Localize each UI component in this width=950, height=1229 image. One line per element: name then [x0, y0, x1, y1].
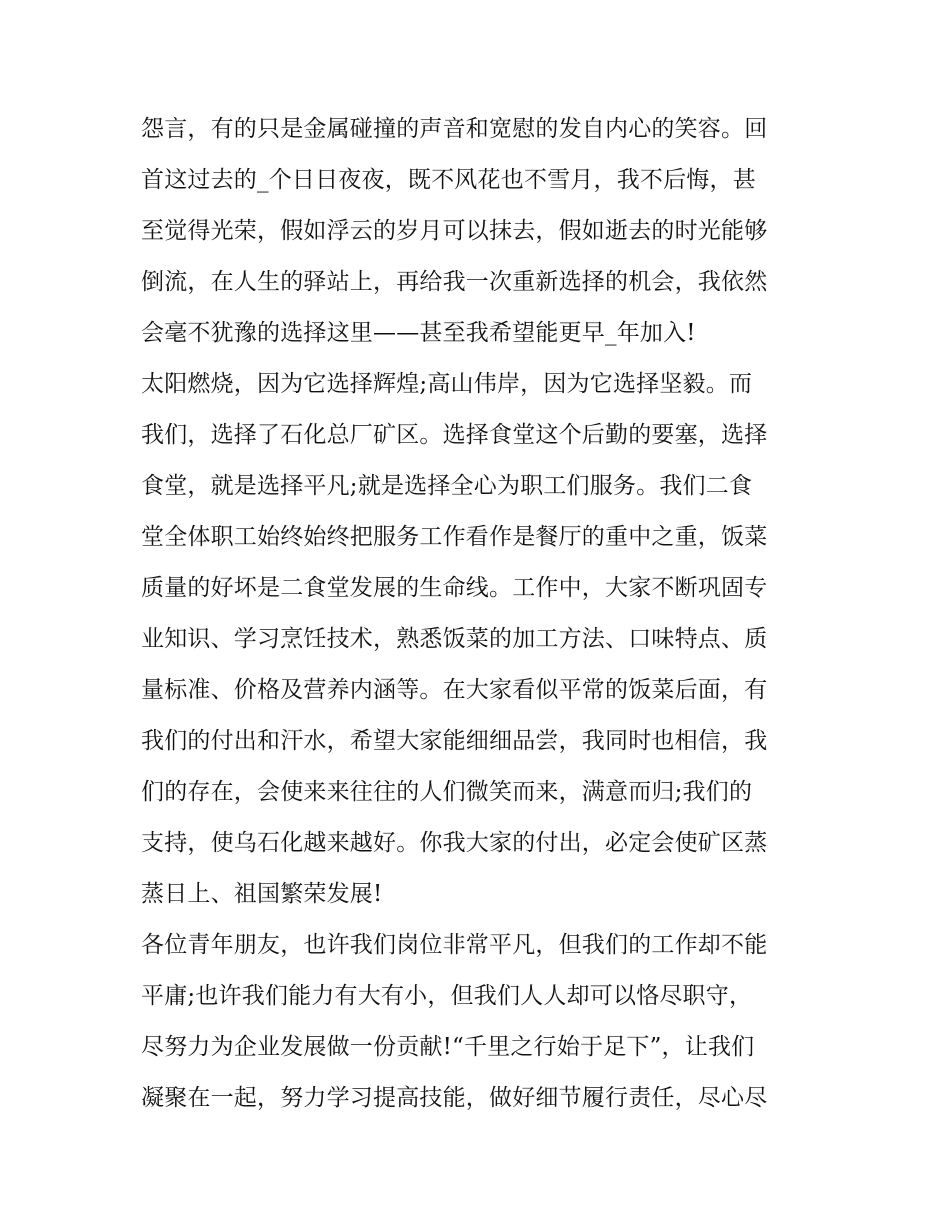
- text-line: 怨言，有的只是金属碰撞的声音和宽慰的发自内心的笑容。回: [141, 116, 768, 142]
- text-line: 我们，选择了石化总厂矿区。选择食堂这个后勤的要塞，选择: [141, 422, 768, 448]
- text-line: 倒流，在人生的驿站上，再给我一次重新选择的机会，我依然: [141, 269, 768, 295]
- text-line: 平庸;也许我们能力有大有小，但我们人人却可以恪尽职守，: [141, 983, 753, 1009]
- text-line: 会毫不犹豫的选择这里——甚至我希望能更早_年加入!: [141, 320, 696, 346]
- text-line: 质量的好坏是二食堂发展的生命线。工作中，大家不断巩固专: [141, 575, 768, 601]
- text-line: 各位青年朋友，也许我们岗位非常平凡，但我们的工作却不能: [141, 932, 768, 958]
- text-line: 量标准、价格及营养内涵等。在大家看似平常的饭菜后面，有: [141, 677, 768, 703]
- text-line: 首这过去的_个日日夜夜，既不风花也不雪月，我不后悔，甚: [141, 167, 756, 193]
- text-line: 我们的付出和汗水，希望大家能细细品尝，我同时也相信，我: [141, 728, 768, 754]
- text-line: 尽努力为企业发展做一份贡献!“千里之行始于足下”，让我们: [141, 1034, 755, 1060]
- document-body: [141, 104, 813, 1124]
- text-line: 食堂，就是选择平凡;就是选择全心为职工们服务。我们二食: [141, 473, 753, 499]
- text-line: 业知识、学习烹饪技术，熟悉饭菜的加工方法、口味特点、质: [141, 626, 768, 652]
- text-line: 支持，使乌石化越来越好。你我大家的付出，必定会使矿区蒸: [141, 830, 768, 856]
- text-line: 堂全体职工始终始终把服务工作看作是餐厅的重中之重，饭菜: [141, 524, 768, 550]
- text-line: 蒸日上、祖国繁荣发展!: [141, 881, 383, 907]
- text-line: 们的存在，会使来来往往的人们微笑而来，满意而归;我们的: [141, 779, 753, 805]
- text-line: 凝聚在一起，努力学习提高技能，做好细节履行责任，尽心尽: [141, 1085, 768, 1111]
- text-line: 太阳燃烧，因为它选择辉煌;高山伟岸，因为它选择坚毅。而: [141, 371, 753, 397]
- text-line: 至觉得光荣，假如浮云的岁月可以抹去，假如逝去的时光能够: [141, 218, 768, 244]
